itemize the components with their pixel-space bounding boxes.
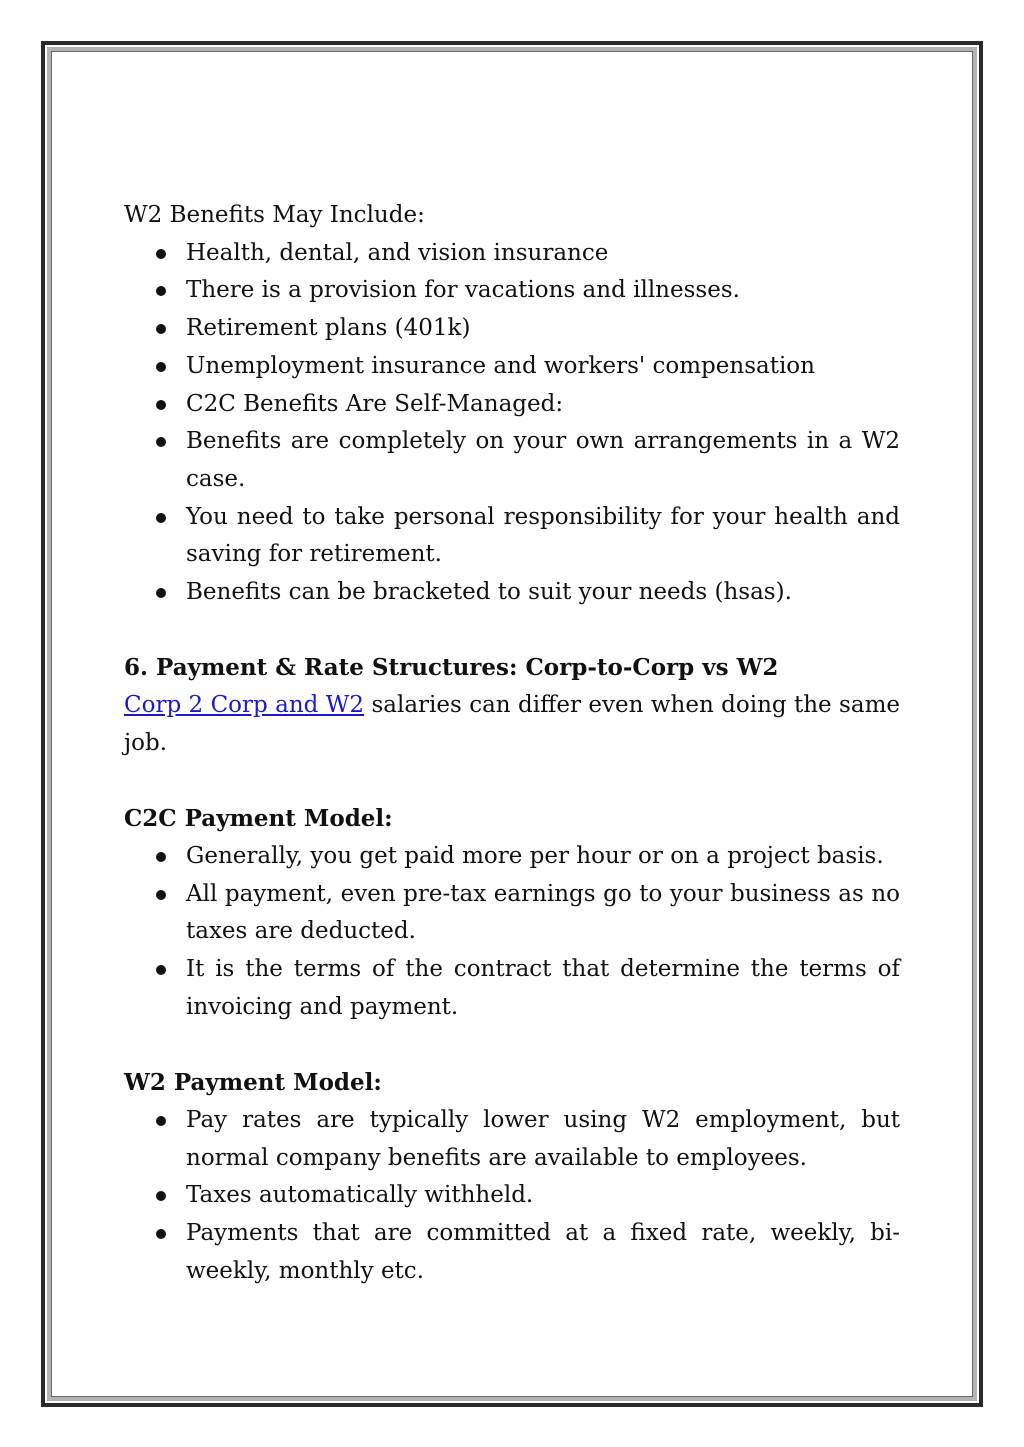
bullet-icon xyxy=(156,588,166,598)
bullet-icon xyxy=(156,1229,166,1239)
c2c-payment-list xyxy=(124,838,900,1027)
spacer xyxy=(124,612,900,650)
bullet-icon xyxy=(156,286,166,296)
list-item: Benefits can be bracketed to suit your needs (hsas). xyxy=(124,574,900,612)
document-content xyxy=(124,197,900,1290)
list-item: Generally, you get paid more per hour or on a project basis. xyxy=(124,838,900,876)
list-item: Payments that are committed at a fixed rate, weekly, bi-weekly, monthly etc. xyxy=(124,1215,900,1290)
w2-benefits-intro: W2 Benefits May Include: xyxy=(124,202,425,228)
list-item: Benefits are completely on your own arrangements in a W2 case. xyxy=(124,423,900,498)
list-item: Taxes automatically withheld. xyxy=(124,1177,900,1215)
bullet-icon xyxy=(156,437,166,447)
w2-benefits-list xyxy=(124,235,900,612)
bullet-icon xyxy=(156,513,166,523)
bullet-icon xyxy=(156,249,166,259)
list-item: All payment, even pre-tax earnings go to your business as no taxes are deducted. xyxy=(124,876,900,951)
list-item: Retirement plans (401k) xyxy=(124,310,900,348)
list-item: Health, dental, and vision insurance xyxy=(124,235,900,273)
bullet-icon xyxy=(156,852,166,862)
w2-payment-heading: W2 Payment Model: xyxy=(124,1069,382,1097)
section-heading: 6. Payment & Rate Structures: Corp-to-Corp vs W2 xyxy=(124,654,779,682)
list-item: You need to take personal responsibility for your health and saving for retirement. xyxy=(124,499,900,574)
c2c-payment-heading: C2C Payment Model: xyxy=(124,805,393,833)
bullet-icon xyxy=(156,965,166,975)
list-item: Unemployment insurance and workers' compensation xyxy=(124,348,900,386)
bullet-icon xyxy=(156,324,166,334)
list-item: There is a provision for vacations and illnesses. xyxy=(124,272,900,310)
list-item: C2C Benefits Are Self-Managed: xyxy=(124,386,900,424)
bullet-icon xyxy=(156,400,166,410)
list-item: It is the terms of the contract that determine the terms of invoicing and payment. xyxy=(124,951,900,1026)
bullet-icon xyxy=(156,890,166,900)
spacer xyxy=(124,763,900,801)
w2-payment-list xyxy=(124,1102,900,1291)
spacer xyxy=(124,1026,900,1064)
bullet-icon xyxy=(156,362,166,372)
paragraph-text: salaries can differ even when doing the same job. xyxy=(124,692,900,756)
corp-2-corp-link[interactable]: Corp 2 Corp and W2 xyxy=(124,692,365,719)
bullet-icon xyxy=(156,1191,166,1201)
list-item: Pay rates are typically lower using W2 employment, but normal company benefits are available to employees. xyxy=(124,1102,900,1177)
bullet-icon xyxy=(156,1116,166,1126)
section-paragraph xyxy=(124,687,900,762)
